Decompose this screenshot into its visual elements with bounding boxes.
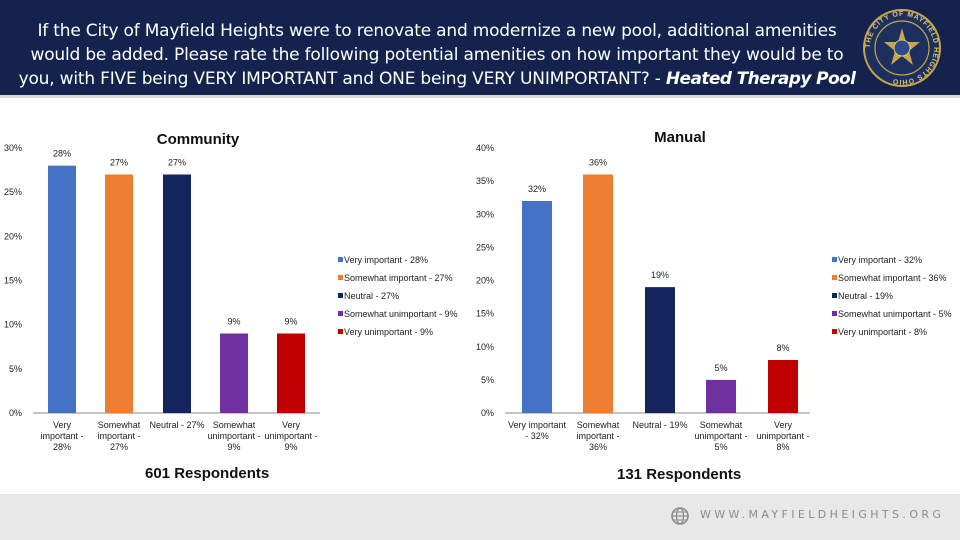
manual-y-tick-label: 25% (475, 242, 494, 253)
community-data-label: 9% (227, 316, 241, 327)
community-category-label: Somewhat important -27% (97, 420, 141, 452)
manual-y-tick-label: 5% (480, 374, 494, 385)
community-y-tick-label: 5% (8, 363, 22, 374)
manual-y-tick-label: 35% (475, 176, 494, 187)
manual-legend-entry: Very unimportant - 8% (838, 327, 928, 337)
community-data-label: 28% (52, 148, 72, 159)
manual-category-label: Very important - 32% (507, 420, 567, 441)
community-data-label: 27% (167, 157, 187, 168)
manual-data-label: 36% (588, 157, 608, 168)
question-text: If the City of Mayfield Heights were to renovate and modernize a new pool, additional amenities would be added. Please rate the following potential amenities on how important they would be to you, with FIVE being VERY IMPORTANT and ONE being VERY UNIMPORTANT? - (18, 21, 844, 89)
manual-legend-entry: Very important - 32% (838, 255, 923, 265)
manual-respondents: 131 Respondents (617, 466, 742, 483)
manual-bar (645, 287, 675, 413)
manual-data-label: 5% (714, 362, 728, 373)
website-url[interactable]: WWW.MAYFIELDHEIGHTS.ORG (700, 508, 945, 521)
manual-bar (522, 201, 552, 413)
manual-y-tick-label: 20% (475, 275, 494, 286)
community-legend-entry: Neutral - 27% (344, 291, 400, 301)
manual-category-label: Somewhat important -36% (576, 420, 620, 452)
manual-bar (768, 360, 798, 413)
manual-legend-swatch (832, 311, 837, 316)
manual-legend-entry: Somewhat unimportant - 5% (838, 309, 952, 319)
community-legend-entry: Somewhat important - 27% (344, 273, 453, 283)
community-y-tick-label: 20% (3, 231, 22, 242)
community-y-tick-label: 0% (8, 408, 22, 418)
community-y-tick-label: 10% (3, 319, 22, 330)
manual-category-label: Neutral - 19% (632, 420, 688, 430)
community-category-label: Neutral - 27% (149, 420, 205, 430)
manual-legend-swatch (832, 257, 837, 262)
globe-icon (671, 507, 689, 525)
manual-data-label: 8% (776, 343, 790, 353)
manual-y-tick-label: 40% (475, 143, 494, 153)
manual-bar (583, 175, 613, 414)
community-y-tick-label: 30% (3, 143, 22, 153)
manual-y-tick-label: 0% (480, 408, 494, 418)
community-category-label: Very important -28% (40, 420, 84, 452)
community-category-label: Very unimportant -9% (264, 420, 318, 452)
manual-bar (706, 380, 736, 413)
manual-legend-swatch (832, 293, 837, 298)
community-category-label: Somewhat unimportant -9% (207, 420, 261, 452)
amenity-name: Heated Therapy Pool (665, 69, 856, 89)
manual-y-tick-label: 10% (475, 341, 494, 352)
manual-data-label: 19% (650, 270, 670, 281)
community-legend-entry: Very important - 28% (344, 255, 429, 265)
seal-lettering: THE CITY OF MAYFIELD HEIGHTS OHIO (864, 10, 940, 86)
community-legend-entry: Very unimportant - 9% (344, 327, 434, 337)
manual-legend-swatch (832, 275, 837, 280)
manual-legend-swatch (832, 329, 837, 334)
manual-category-label: Somewhat unimportant -5% (694, 420, 748, 452)
manual-chart-title: Manual (654, 129, 706, 146)
community-data-label: 9% (284, 316, 298, 327)
manual-legend-entry: Neutral - 19% (838, 291, 894, 301)
manual-legend-entry: Somewhat important - 36% (838, 273, 947, 283)
community-y-tick-label: 15% (3, 275, 22, 286)
community-legend-entry: Somewhat unimportant - 9% (344, 309, 458, 319)
community-data-label: 27% (109, 157, 129, 168)
community-chart-title: Community (156, 131, 240, 148)
manual-y-tick-label: 15% (475, 308, 494, 319)
manual-category-label: Very unimportant -8% (756, 420, 810, 452)
manual-data-label: 32% (527, 184, 547, 194)
community-y-tick-label: 25% (3, 187, 22, 198)
manual-y-tick-label: 30% (475, 209, 494, 220)
community-respondents: 601 Respondents (145, 465, 270, 482)
